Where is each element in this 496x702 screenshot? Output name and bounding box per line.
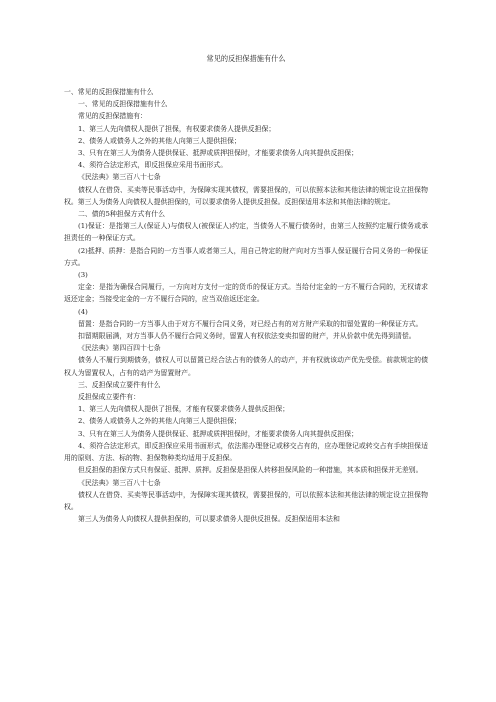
paragraph: 但反担保的担保方式只有保证、抵押、质押。反担保是担保人转移担保风险的一种措施，其本质和担保并无差别。 [78,466,423,475]
paragraph: 1、第三人先向债权人提供了担保，有权要求债务人提供反担保； [78,124,276,133]
paragraph: 2、债务人或债务人之外的其他人向第三人提供担保； [78,136,241,145]
paragraph: (2)抵押、质押：是指合同的一方当事人或者第三人，用自己特定的财产向对方当事人保证履行合同义务的一种保证方式。 [64,246,428,267]
paragraph: 3、只有在第三人为债务人提供保证、抵押或质押担保时，才能要求债务人向其提供反担保； [78,149,359,158]
paragraph: 常见的反担保措施有： [78,112,147,121]
paragraph: 一、常见的反担保措施有什么 [78,100,168,109]
paragraph: 1、第三人先向债权人提供了担保，才能有权要求债务人提供反担保； [78,405,290,414]
paragraph: 4、须符合法定形式，即反担保应采用书面形式，依法需办理登记或移交占有的，应办理登记或转交占有手续担保适用的原则、方法、标的物、担保物种类均适用于反担保。 [64,441,428,463]
paragraph: 2、债务人或债务人之外的其他人向第三人提供担保； [78,417,241,426]
paragraph: 4、须符合法定形式，即反担保应采用书面形式。 [78,161,228,170]
paragraph: 3、只有在第三人为债务人提供保证、抵押或质押担保时，才能要求债务人向其提供反担保； [78,429,359,438]
paragraph: 定金：是指为确保合同履行，一方向对方支付一定的货币的保证方式。当给付定金的一方不履行合同的，无权请求返还定金；当接受定金的一方不履行合同的，应当双倍返还定金。 [64,283,428,304]
paragraph: 《民法典》第四百四十七条 [78,344,161,353]
paragraph: 扣留期限届满，对方当事人仍不履行合同义务时，留置人有权依法变卖扣留的财产，并从价款中优先得到清偿。 [78,332,416,341]
paragraph: (1)保证：是指第三人(保证人)与债权人(被保证人)约定，当债务人不履行债务时，由第三人按照约定履行债务或承担责任的一种保证方式。 [64,222,428,243]
paragraph: 反担保成立要件有： [78,393,141,402]
paragraph: 第三人为债务人向债权人提供担保的，可以要求债务人提供反担保。反担保适用本法和 [78,515,340,524]
paragraph: 一、常见的反担保措施有什么 [64,88,154,96]
paragraph: 债权人在借贷、买卖等民事活动中，为保障实现其债权，需要担保的，可以依照本法和其他法律的规定设立担保物权。 [64,490,428,511]
paragraph: 三、反担保成立要件有什么 [78,380,161,389]
paragraph: (3) [78,271,88,280]
paragraph: 《民法典》第三百八十七条 [78,173,161,182]
paragraph: 二、债的5种担保方式有什么 [78,210,166,219]
paragraph: 《民法典》第三百八十七条 [78,478,161,487]
paragraph: (4) [78,307,88,316]
paragraph: 债务人不履行到期债务，债权人可以留置已经合法占有的债务人的动产，并有权就该动产优先受偿。前款规定的债权人为留置权人，占有的动产为留置财产。 [64,356,428,377]
document-body [64,86,428,525]
document-title: 常见的反担保措施有什么 [206,54,286,63]
paragraph: 债权人在借贷、买卖等民事活动中，为保障实现其债权，需要担保的，可以依照本法和其他法律的规定设立担保物权。第三人为债务人向债权人提供担保的，可以要求债务人提供反担保。反担保适用本法和其他法律的规定。 [64,185,428,206]
paragraph: 留置：是指合同的一方当事人由于对方不履行合同义务，对已经占有的对方财产采取的扣留处置的一种保证方式。 [78,319,423,328]
